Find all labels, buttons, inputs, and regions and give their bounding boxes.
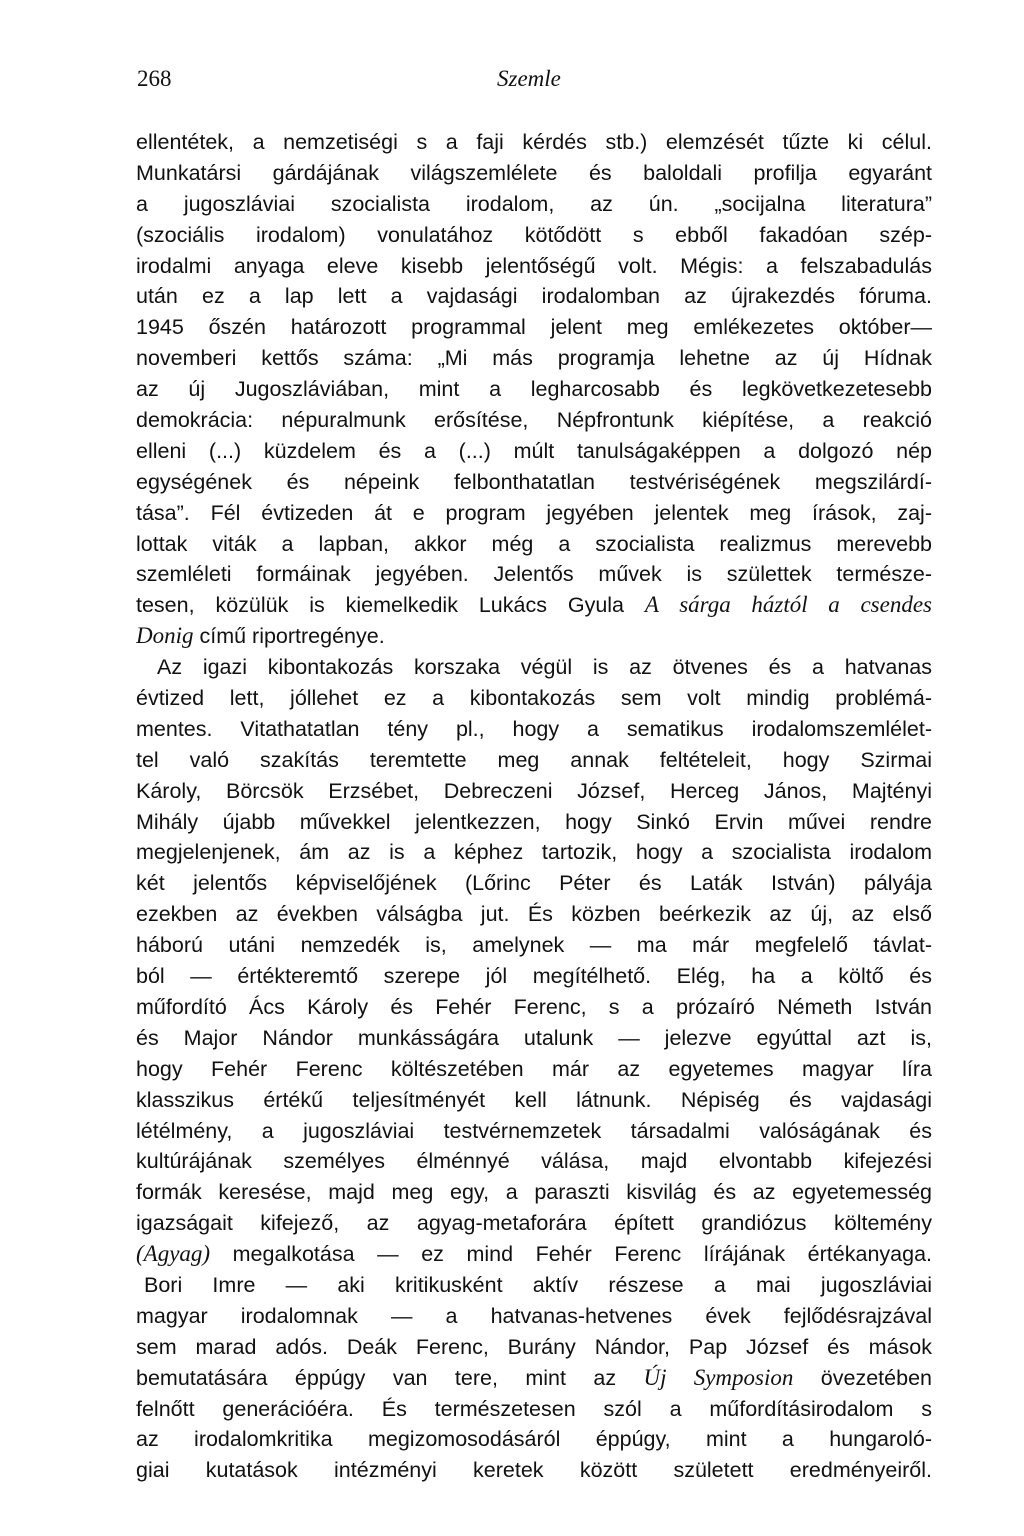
text-line: 1945 őszén határozott programmal jelent meg emlékezetes október— — [136, 315, 932, 340]
text-line: klasszikus értékű teljesítményét kell látnunk. Népiség és vajdasági — [136, 1087, 932, 1112]
text-line: mentes. Vitathatatlan tény pl., hogy a sematikus irodalomszemlélet- — [136, 716, 932, 741]
text-line-with-title — [136, 621, 932, 652]
text-fragment: tesen, közülük is kiemelkedik Lukács Gyula — [136, 593, 625, 618]
text-line: a jugoszláviai szocialista irodalom, az ún. „socijalna literatura” — [136, 191, 932, 216]
page-number: 268 — [137, 66, 172, 91]
text-line: két jelentős képviselőjének (Lőrinc Péter és Laták István) pályája — [136, 871, 932, 896]
running-head — [137, 66, 930, 106]
text-line: létélmény, a jugoszláviai testvérnemzetek társadalmi valóságának és — [136, 1118, 932, 1143]
italic-book-title: A sárga háztól a csendes — [644, 592, 932, 618]
text-line: novemberi kettős száma: „Mi más programja lehetne az új Hídnak — [136, 346, 932, 371]
body-text — [136, 127, 932, 1486]
text-line: demokrácia: népuralmunk erősítése, Népfrontunk kiépítése, a reakció — [136, 408, 932, 433]
text-line: után ez a lap lett a vajdasági irodalomban az újrakezdés fóruma. — [136, 284, 932, 309]
text-line: egységének és népeink felbonthatatlan testvériségének megszilárdí- — [136, 469, 932, 494]
text-fragment: bemutatására éppúgy van tere, mint az — [136, 1365, 617, 1390]
text-fragment: című riportregénye. — [193, 624, 385, 649]
running-title: Szemle — [497, 66, 561, 91]
text-line: tel való szakítás teremtette meg annak feltételeit, hogy Szirmai — [136, 747, 932, 772]
paragraph-first-line: Az igazi kibontakozás korszaka végül is az ötvenes és a hatvanas — [157, 655, 932, 680]
text-line: felnőtt generációéra. És természetesen szól a műfordításirodalom s — [136, 1396, 932, 1421]
text-line: Munkatársi gárdájának világszemlélete és baloldali profilja egyaránt — [136, 160, 932, 185]
text-line: lottak viták a lapban, akkor még a szocialista realizmus merevebb — [136, 531, 932, 556]
text-line: tása”. Fél évtizeden át e program jegyében jelentek meg írások, zaj- — [136, 500, 932, 525]
text-line: ellentétek, a nemzetiségi s a faji kérdés stb.) elemzését tűzte ki célul. — [136, 130, 932, 154]
text-line-with-title — [136, 1363, 932, 1394]
text-line: ból — értékteremtő szerepe jól megítélhető. Elég, ha a költő és — [136, 964, 932, 989]
text-line: és Major Nándor munkásságára utalunk — jelezve egyúttal azt is, — [136, 1025, 932, 1050]
italic-book-title: Donig — [136, 623, 194, 649]
italic-book-title: (Agyag) — [136, 1241, 211, 1267]
text-line: elleni (...) küzdelem és a (...) múlt tanulságaképpen a dolgozó nép — [136, 438, 932, 463]
text-line: giai kutatások intézményi keretek között született eredményeiről. — [136, 1458, 932, 1483]
text-line: magyar irodalomnak — a hatvanas-hetvenes évek fejlődésrajzával — [136, 1303, 932, 1328]
italic-book-title: Új Symposion — [643, 1364, 794, 1390]
text-line: évtized lett, jóllehet ez a kibontakozás sem volt mindig problémá- — [136, 686, 932, 711]
text-line: az irodalomkritika megizomosodásáról éppúgy, mint a hungaroló- — [136, 1427, 932, 1452]
text-line: sem marad adós. Deák Ferenc, Burány Nándor, Pap József és mások — [136, 1334, 932, 1359]
text-fragment: övezetében — [793, 1365, 932, 1390]
text-line: igazságait kifejező, az agyag-metaforára épített grandiózus költemény — [136, 1211, 932, 1236]
text-line-with-title — [136, 590, 932, 621]
text-line: az új Jugoszláviában, mint a legharcosabb és legkövetkezetesebb — [136, 377, 932, 402]
text-line-with-title — [136, 1239, 932, 1270]
text-line: műfordító Ács Károly és Fehér Ferenc, s a prózaíró Németh István — [136, 994, 932, 1019]
text-line: irodalmi anyaga eleve kisebb jelentőségű volt. Mégis: a felszabadulás — [136, 253, 932, 278]
text-line: szemléleti formáinak jegyében. Jelentős művek is születtek természe- — [136, 562, 932, 587]
text-line: háború utáni nemzedék is, amelynek — ma már megfelelő távlat- — [136, 933, 932, 958]
text-line: Bori Imre — aki kritikusként aktív részese a mai jugoszláviai — [144, 1272, 932, 1297]
text-fragment: megalkotása — ez mind Fehér Ferenc lírájának értékanyaga. — [210, 1242, 932, 1267]
text-line: Mihály újabb művekkel jelentkezzen, hogy Sinkó Ervin művei rendre — [136, 809, 932, 834]
text-line: kultúrájának személyes élménnyé válása, majd elvontabb kifejezési — [136, 1149, 932, 1174]
text-line: ezekben az években válságba jut. És közben beérkezik az új, az első — [136, 902, 932, 927]
text-line: formák keresése, majd meg egy, a paraszti kisvilág és az egyetemesség — [136, 1180, 932, 1205]
text-line: Károly, Börcsök Erzsébet, Debreczeni József, Herceg János, Majtényi — [136, 778, 932, 803]
text-line: megjelenjenek, ám az is a képhez tartozik, hogy a szocialista irodalom — [136, 840, 932, 865]
text-line: hogy Fehér Ferenc költészetében már az egyetemes magyar líra — [136, 1056, 932, 1081]
text-line: (szociális irodalom) vonulatához kötődött s ebből fakadóan szép- — [136, 222, 932, 247]
